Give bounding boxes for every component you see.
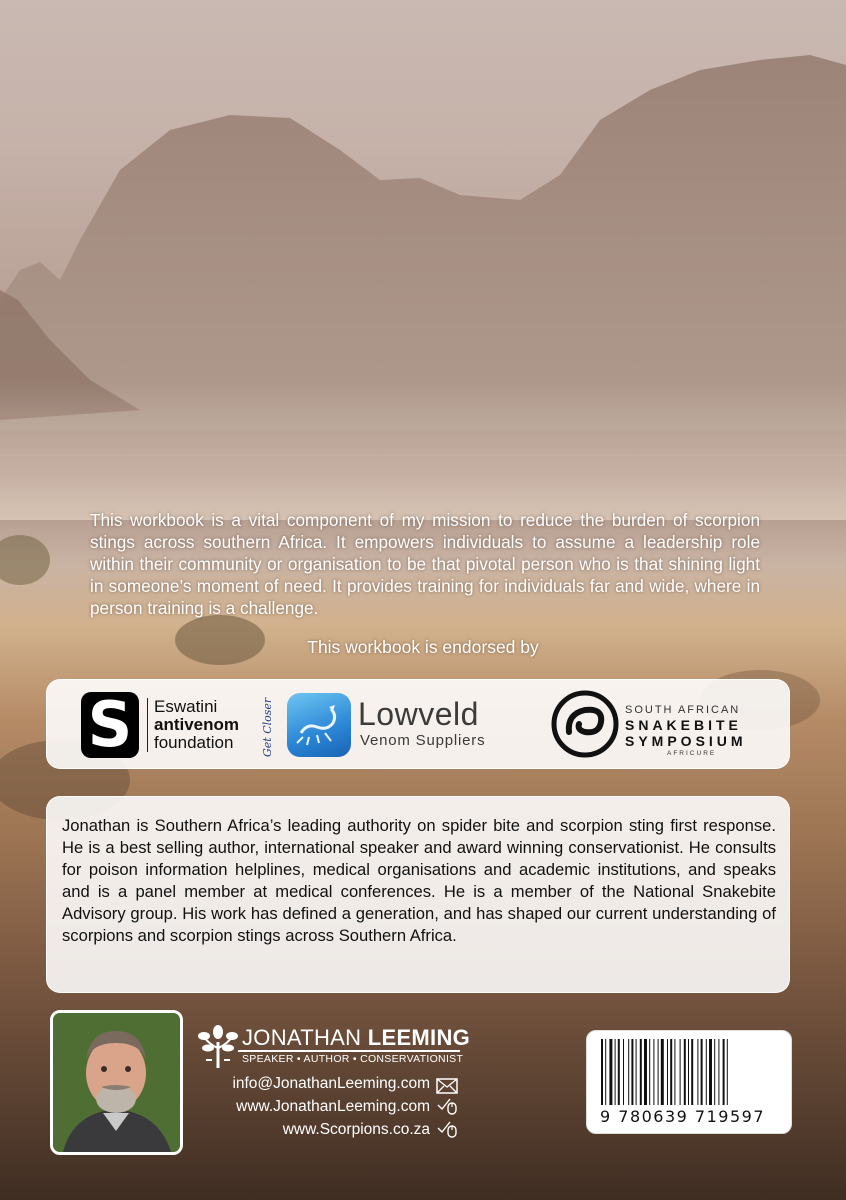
barcode-bar bbox=[706, 1039, 707, 1105]
barcode-bar bbox=[684, 1039, 686, 1105]
barcode-bar bbox=[601, 1039, 603, 1105]
website-link-scorpions[interactable]: www.Scorpions.co.za bbox=[282, 1121, 430, 1138]
barcode-bar bbox=[701, 1039, 703, 1105]
sass-line2: SNAKEBITE bbox=[625, 717, 742, 733]
barcode-bar bbox=[631, 1039, 633, 1105]
website-link-jonathanleeming[interactable]: www.JonathanLeeming.com bbox=[236, 1098, 430, 1115]
endorsement-heading: This workbook is endorsed by bbox=[307, 637, 539, 657]
brand-tagline: SPEAKER • AUTHOR • CONSERVATIONIST bbox=[242, 1053, 464, 1065]
brand-divider bbox=[238, 1050, 460, 1052]
endorsement-panel bbox=[46, 679, 790, 769]
author-bio-panel bbox=[46, 796, 790, 993]
eswatini-line2: antivenom bbox=[154, 715, 240, 734]
lowveld-tagline: Get Closer bbox=[261, 697, 274, 757]
workbook-description: This workbook is a vital component of my mission to reduce the burden of scorpion stings across southern Africa. It empowers individuals to assume a leadership role within their community or organisation to be that pivotal person who is that shining light in someone’s moment of need. It provides training for individuals far and wide, where in person training is a challenge. bbox=[90, 510, 760, 618]
eswatini-line1: Eswatini bbox=[154, 697, 218, 716]
barcode-bar bbox=[680, 1039, 681, 1105]
isbn-digits: 9 780639 719597 bbox=[600, 1107, 766, 1126]
barcode-bar bbox=[709, 1039, 712, 1105]
brand-last: LEEMING bbox=[367, 1025, 471, 1050]
eswatini-logo-text bbox=[147, 698, 267, 752]
email-link[interactable]: info@JonathanLeeming.com bbox=[232, 1075, 430, 1092]
barcode-bar bbox=[697, 1039, 698, 1105]
lowveld-name: Lowveld bbox=[358, 696, 479, 732]
barcode-bar bbox=[667, 1039, 668, 1105]
barcode-bar bbox=[653, 1039, 654, 1105]
mouse-pointer-icon bbox=[436, 1097, 458, 1115]
barcode-bar bbox=[727, 1039, 728, 1105]
barcode-bar bbox=[605, 1039, 606, 1105]
sass-line1: SOUTH AFRICAN bbox=[625, 704, 741, 716]
brand-first: JONATHAN bbox=[242, 1025, 368, 1050]
author-bio: Jonathan is Southern Africa’s leading authority on spider bite and scorpion sting first response. He is a best selling author, international speaker and award winning conservationist. He consults for poison information helplines, medical organisations and academic institutions, and speaks and is a panel member at medical conferences. He is a member of the National Snakebite Advisory group. His work has defined a generation, and has shaped our current understanding of scorpions and scorpion stings across Southern Africa. bbox=[62, 816, 776, 945]
mouse-pointer-icon bbox=[436, 1120, 458, 1138]
brand-name bbox=[242, 1025, 470, 1051]
sass-line4: AFRICURE bbox=[667, 750, 717, 757]
barcode-bar bbox=[649, 1039, 650, 1105]
snake-icon bbox=[549, 688, 621, 760]
barcode-bar bbox=[623, 1039, 624, 1105]
barcode-bar bbox=[691, 1039, 693, 1105]
sass-line3: SYMPOSIUM bbox=[625, 733, 747, 749]
lowveld-subtitle: Venom Suppliers bbox=[360, 732, 486, 749]
barcode-bar bbox=[628, 1039, 629, 1105]
desert-mountains-image bbox=[0, 0, 846, 520]
barcode-bar bbox=[718, 1039, 719, 1105]
eswatini-s-logo-icon: S bbox=[81, 692, 139, 758]
barcode-bar bbox=[714, 1039, 715, 1105]
barcode-bar bbox=[609, 1039, 612, 1105]
tree-logo-icon bbox=[198, 1024, 238, 1068]
barcode-bar bbox=[658, 1039, 659, 1105]
barcode-bar bbox=[618, 1039, 620, 1105]
barcode-bar bbox=[670, 1039, 672, 1105]
author-photo bbox=[50, 1010, 183, 1155]
barcode-bar bbox=[674, 1039, 675, 1105]
barcode-bar bbox=[636, 1039, 637, 1105]
barcode-bar bbox=[640, 1039, 642, 1105]
barcode-bar bbox=[723, 1039, 725, 1105]
barcode-bar bbox=[615, 1039, 616, 1105]
barcode-bar bbox=[644, 1039, 647, 1105]
eswatini-line3: foundation bbox=[154, 733, 234, 752]
barcode-bar bbox=[661, 1039, 664, 1105]
barcode-bar bbox=[688, 1039, 689, 1105]
envelope-icon bbox=[436, 1077, 458, 1095]
scorpion-icon bbox=[287, 693, 351, 757]
